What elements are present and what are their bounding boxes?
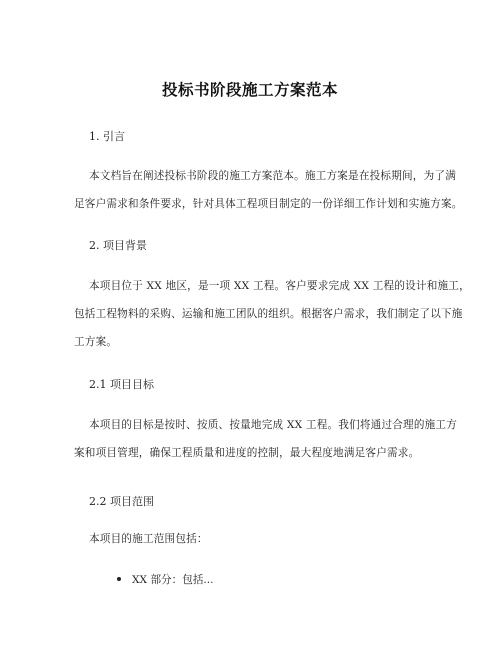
scope-paragraph bbox=[74, 525, 434, 553]
document-title: 投标书阶段施工方案范本 bbox=[161, 80, 338, 99]
paragraph-line: 案和项目管理，确保工程质量和进度的控制，最大程度地满足客户需求。 bbox=[74, 447, 420, 459]
bullet-list-item bbox=[117, 572, 214, 587]
background-paragraph bbox=[74, 272, 470, 356]
paragraph-line: 本项目位于 XX 地区，是一项 XX 工程。客户要求完成 XX 工程的设计和施工， bbox=[89, 280, 470, 292]
paragraph-line: 足客户需求和条件要求，针对具体工程项目制定的一份详细工作计划和实施方案。 bbox=[74, 198, 463, 210]
section-heading-intro: 1. 引言 bbox=[89, 130, 125, 143]
goal-paragraph bbox=[74, 411, 458, 467]
paragraph-line: 包括工程物料的采购、运输和施工团队的组织。根据客户需求，我们制定了以下施 bbox=[74, 308, 463, 320]
section-heading-goal: 2.1 项目目标 bbox=[89, 378, 154, 391]
section-heading-background: 2. 项目背景 bbox=[89, 239, 147, 252]
paragraph-line: 本文档旨在阐述投标书阶段的施工方案范本。施工方案是在投标期间，为了满 bbox=[89, 170, 456, 182]
bullet-text: XX 部分：包括... bbox=[132, 574, 214, 586]
paragraph-line: 工方案。 bbox=[74, 336, 118, 348]
paragraph-line: 本项目的目标是按时、按质、按量地完成 XX 工程。我们将通过合理的施工方 bbox=[89, 419, 458, 431]
section-heading-scope: 2.2 项目范围 bbox=[89, 495, 154, 508]
intro-paragraph bbox=[74, 162, 463, 218]
paragraph-line: 本项目的施工范围包括： bbox=[89, 533, 208, 545]
bullet-icon bbox=[117, 577, 121, 581]
